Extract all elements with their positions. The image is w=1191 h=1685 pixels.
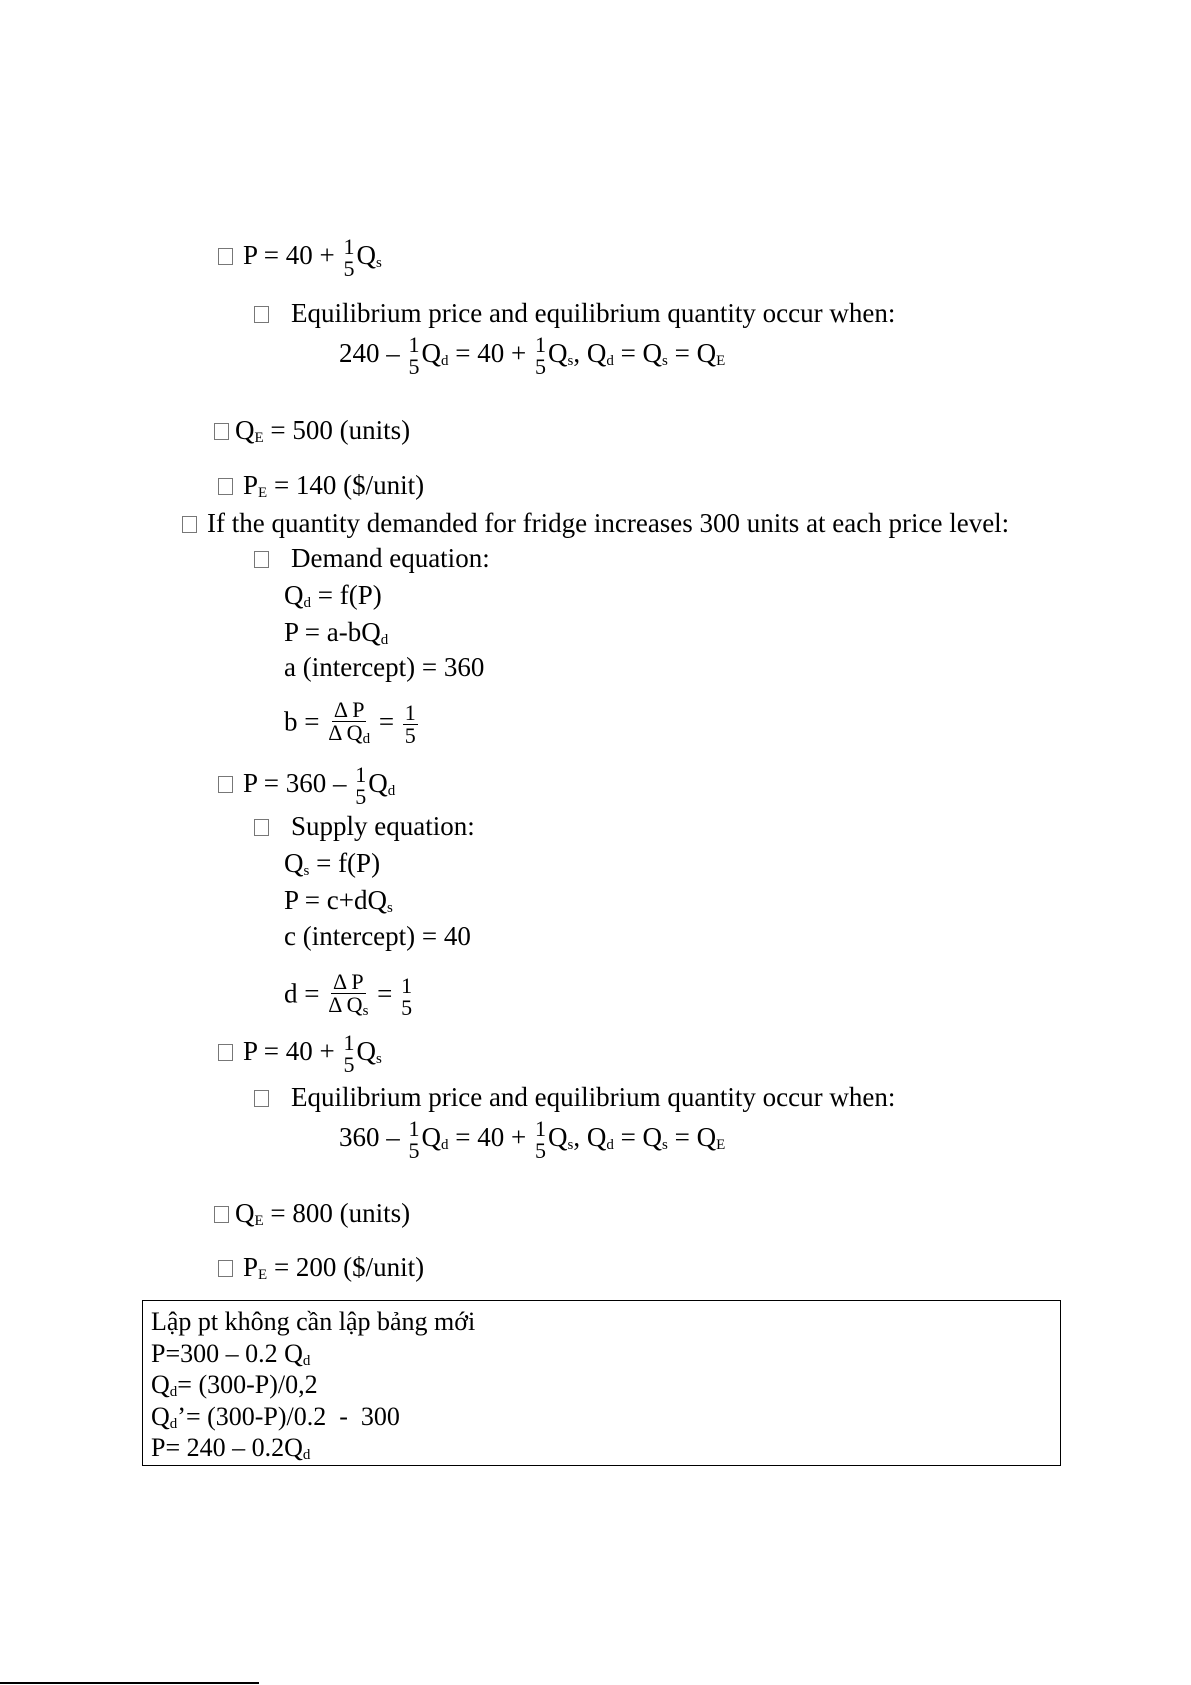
t: P [243, 470, 259, 500]
t: = 800 (units) [263, 1198, 411, 1228]
text: Equilibrium price and equilibrium quantity occur when: [291, 298, 896, 328]
pe-result-1 [218, 469, 424, 509]
t: Q [235, 1198, 255, 1228]
sub: E [716, 353, 726, 370]
t: b = [284, 706, 327, 737]
den: 5 [355, 784, 367, 809]
t: , Q [573, 1122, 607, 1153]
fraction [343, 236, 354, 280]
t: ’= (300-P)/0.2 - 300 [177, 1402, 400, 1431]
den: 5 [343, 256, 355, 281]
t: = 500 (units) [263, 415, 411, 445]
bullet-icon [218, 248, 233, 265]
t: Supply equation: [291, 811, 475, 841]
supply-l1 [284, 847, 380, 887]
demand-result [218, 764, 395, 808]
bullet-icon [218, 776, 233, 793]
equilibrium-label-2 [254, 1081, 895, 1113]
footer-divider [0, 1682, 259, 1684]
num: 1 [408, 332, 420, 357]
num: Δ P [332, 969, 364, 994]
sub: E [254, 430, 264, 446]
sub: d [606, 353, 614, 370]
t: = [370, 978, 400, 1009]
t: P = 360 – [243, 768, 354, 799]
sub: s [303, 863, 310, 879]
num: 1 [355, 762, 367, 787]
equilibrium-condition-2 [339, 1118, 725, 1162]
t: = Q [667, 1122, 717, 1153]
bullet-icon [218, 1260, 233, 1277]
t: P = 40 + [243, 1036, 342, 1067]
num: Δ P [333, 697, 365, 722]
num: 1 [343, 234, 355, 259]
bullet-icon [254, 306, 269, 323]
fraction [409, 334, 420, 378]
den [328, 722, 370, 750]
demand-l1 [284, 579, 382, 619]
t: 360 – [339, 1122, 407, 1153]
text: Q [356, 240, 376, 271]
sub: d [380, 632, 389, 648]
sub: d [302, 1447, 311, 1463]
pe-result-2 [218, 1251, 424, 1291]
demand-l2 [284, 616, 388, 656]
sub: s [567, 353, 574, 370]
text: P = 40 + [243, 240, 342, 271]
t: = 40 + [448, 338, 533, 369]
sub: d [441, 1137, 449, 1154]
fraction [328, 971, 368, 1022]
equilibrium-condition-1 [339, 334, 725, 378]
t: P= 240 – 0.2Q [151, 1433, 303, 1462]
num: 1 [401, 972, 413, 998]
fraction [355, 764, 366, 808]
bullet-icon [214, 423, 229, 440]
t: Q [235, 415, 255, 445]
sub: s [362, 1003, 369, 1019]
t: = 40 + [448, 1122, 533, 1153]
den: 5 [343, 1052, 355, 1077]
bullet-icon [214, 1206, 229, 1223]
bullet-icon [218, 1044, 233, 1061]
note-line-1: Lập pt không cần lập bảng mới [151, 1307, 476, 1336]
num: 1 [534, 1116, 546, 1141]
fraction [535, 334, 546, 378]
sub: d [302, 1353, 311, 1369]
qe-result-1 [214, 414, 410, 454]
t: = Q [613, 338, 663, 369]
den: 5 [401, 994, 413, 1020]
t: P = c+dQ [284, 885, 387, 915]
bullet-icon [218, 478, 233, 495]
t: = 140 ($/unit) [267, 470, 425, 500]
sub: E [258, 1267, 268, 1283]
t: Q [547, 1122, 568, 1153]
sub: d [606, 1137, 614, 1154]
t: P [243, 1252, 259, 1282]
den: 5 [408, 1138, 420, 1163]
bullet-icon [254, 819, 269, 836]
bullet-icon [182, 516, 197, 533]
fraction [409, 1118, 420, 1162]
sub: E [258, 485, 268, 501]
sub: E [716, 1137, 726, 1154]
sub: d [362, 731, 371, 747]
sub: E [254, 1213, 264, 1229]
t: 240 – [339, 338, 407, 369]
supply-l4 [284, 971, 414, 1022]
t: Δ Q [328, 992, 363, 1017]
t: Demand equation: [291, 543, 490, 573]
t: P=300 – 0.2 Q [151, 1339, 303, 1368]
sub: d [169, 1384, 178, 1400]
den: 5 [534, 354, 546, 379]
sub: s [662, 353, 668, 370]
den: 5 [534, 1138, 546, 1163]
t: Q [151, 1370, 170, 1399]
t: , Q [573, 338, 607, 369]
t: Q [368, 768, 388, 799]
t: Q [151, 1402, 170, 1431]
num: 1 [343, 1030, 355, 1055]
num: 1 [408, 1116, 420, 1141]
t: P = a-bQ [284, 617, 381, 647]
den [328, 994, 368, 1022]
fraction [343, 1032, 354, 1076]
den: 5 [404, 723, 416, 748]
note-line-5 [151, 1433, 310, 1470]
t: d = [284, 978, 327, 1009]
num: 1 [534, 332, 546, 357]
demand-l4 [284, 699, 420, 750]
text: Equilibrium price and equilibrium quantity occur when: [291, 1082, 896, 1112]
scenario-text [182, 507, 1009, 539]
fraction [403, 702, 418, 747]
sub: s [567, 1137, 574, 1154]
t: Q [421, 1122, 441, 1153]
sub: d [169, 1416, 178, 1432]
note-box [142, 1300, 1061, 1466]
fraction [401, 972, 413, 1020]
qe-result-2 [214, 1197, 410, 1237]
t: Δ Q [328, 720, 363, 745]
t: = (300-P)/0,2 [177, 1370, 318, 1399]
bullet-icon [254, 1090, 269, 1107]
t: Q [356, 1036, 376, 1067]
t: = f(P) [311, 580, 382, 610]
den: 5 [408, 354, 420, 379]
t: Q [421, 338, 441, 369]
sub: s [662, 1137, 668, 1154]
t: Q [284, 580, 304, 610]
demand-label [254, 542, 490, 574]
t: = Q [667, 338, 717, 369]
fraction [535, 1118, 546, 1162]
sub: s [375, 255, 382, 272]
equilibrium-label-1 [254, 297, 895, 329]
fraction [328, 699, 370, 750]
supply-equation-1 [218, 236, 382, 280]
bullet-icon [254, 551, 269, 568]
t: If the quantity demanded for fridge increases 300 units at each price level: [207, 508, 1010, 538]
supply-l2 [284, 884, 393, 924]
demand-l3: a (intercept) = 360 [284, 652, 485, 682]
sub: d [303, 595, 311, 611]
num: 1 [404, 700, 416, 725]
sub: d [387, 783, 396, 800]
t: = f(P) [309, 848, 381, 878]
supply-l3: c (intercept) = 40 [284, 921, 471, 951]
sub: s [375, 1051, 382, 1068]
sub: d [441, 353, 449, 370]
t: = [372, 706, 401, 737]
supply-label [254, 810, 475, 842]
sub: s [386, 900, 393, 916]
supply-result [218, 1032, 382, 1076]
t: Q [547, 338, 568, 369]
t: = Q [613, 1122, 663, 1153]
t: Q [284, 848, 304, 878]
t: = 200 ($/unit) [267, 1252, 425, 1282]
